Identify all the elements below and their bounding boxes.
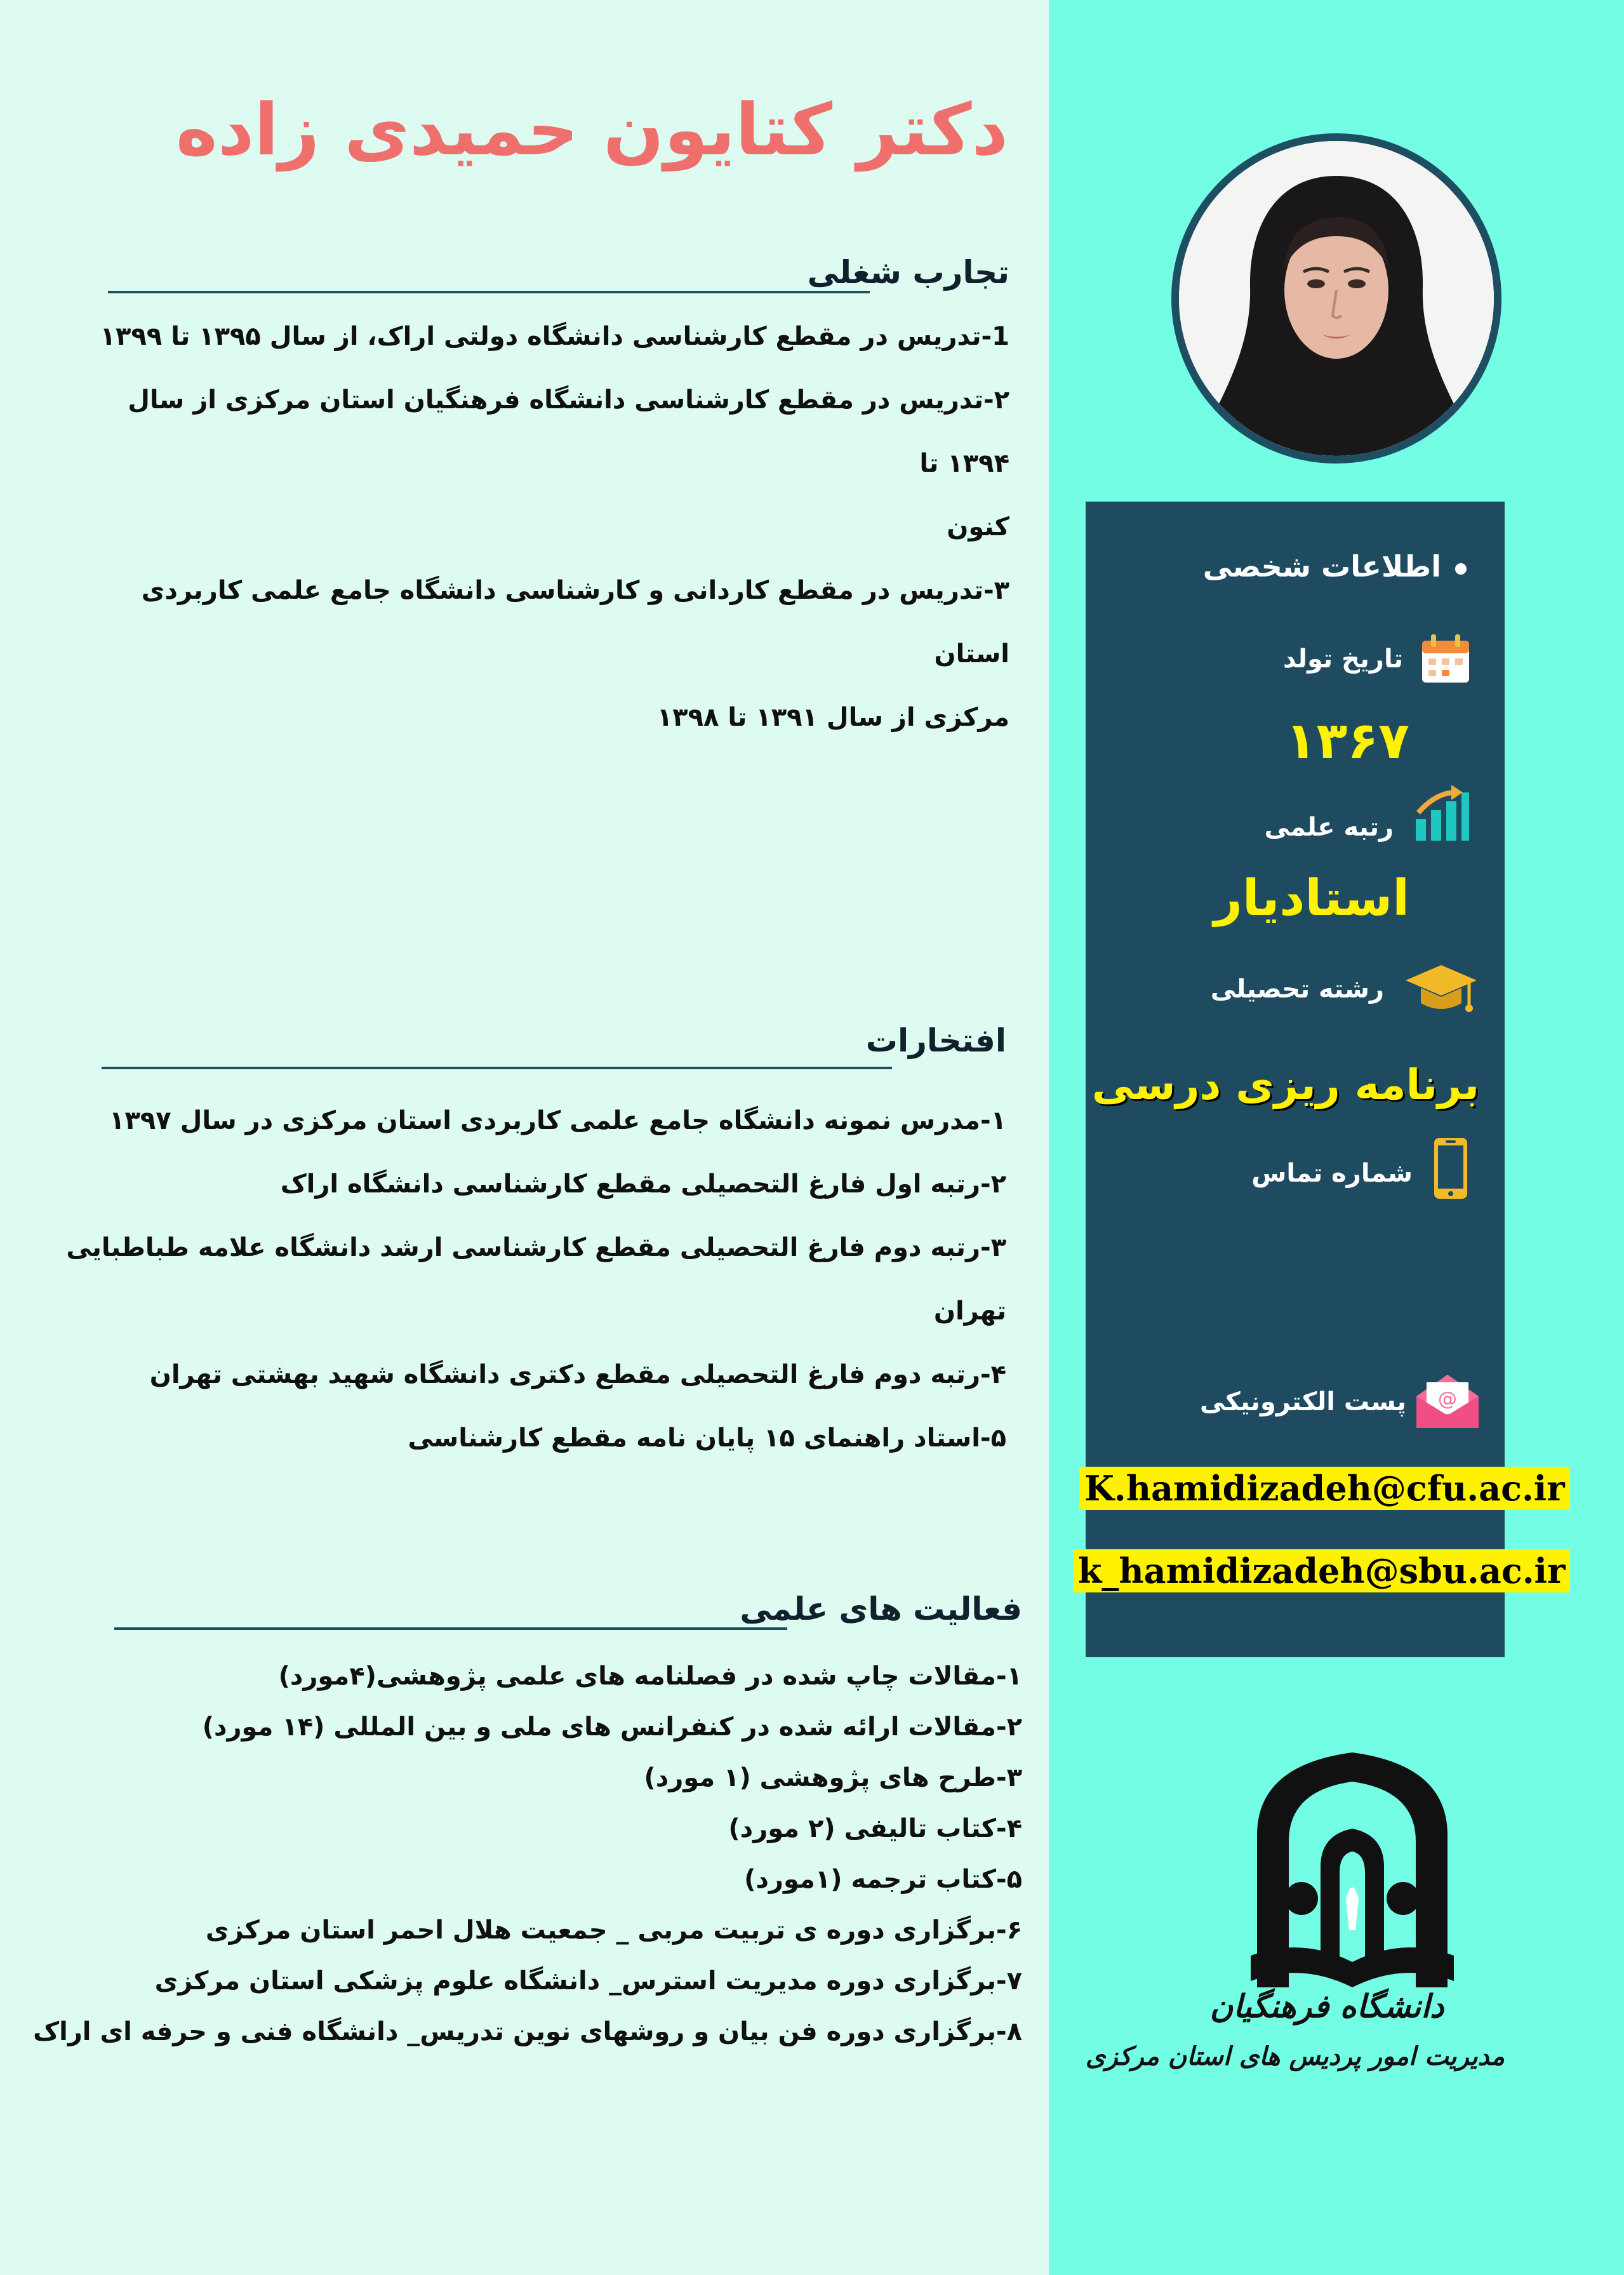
calendar-icon bbox=[1418, 632, 1473, 686]
honors-header bbox=[51, 1022, 1006, 1089]
honors-section bbox=[51, 1022, 1006, 1470]
field-label: رشته تحصیلی bbox=[1210, 975, 1384, 1004]
honors-title: افتخارات bbox=[865, 1022, 1006, 1059]
experience-divider bbox=[108, 291, 870, 293]
birth-value: ۱۳۶۷ bbox=[1285, 711, 1409, 770]
list-item: ۷-برگزاری دوره مدیریت استرس_ دانشگاه علوم پزشکی استان مرکزی bbox=[154, 1966, 1022, 1996]
logo-line-2: مدیریت امور پردیس های استان مرکزی bbox=[1085, 2041, 1505, 2071]
list-item: ۳-رتبه دوم فارغ التحصیلی مقطع کارشناسی ارشد دانشگاه علامه طباطبایی تهران bbox=[66, 1233, 1006, 1326]
page-title: دکتر کتایون حمیدی زاده bbox=[175, 89, 1008, 171]
experience-header bbox=[70, 254, 1009, 305]
university-emblem-icon bbox=[1175, 1740, 1530, 2006]
list-item: ۸-برگزاری دوره فن بیان و روشهای نوین تدریس_ دانشگاه فنی و حرفه ای اراک bbox=[33, 2017, 1022, 2046]
profile-photo bbox=[1171, 133, 1501, 464]
rank-value: استادیار bbox=[1213, 870, 1409, 927]
growth-chart-icon bbox=[1409, 781, 1473, 844]
list-item: 1-تدریس در مقطع کارشناسی دانشگاه دولتی اراک، از سال ۱۳۹۵ تا ۱۳۹۹ bbox=[100, 322, 1009, 351]
list-item: ۲-رتبه اول فارغ التحصیلی مقطع کارشناسی دانشگاه اراک bbox=[280, 1170, 1006, 1199]
experience-title: تجارب شغلی bbox=[807, 254, 1009, 291]
experience-section bbox=[70, 254, 1009, 749]
phone-label: شماره تماس bbox=[1251, 1159, 1413, 1188]
activities-divider bbox=[114, 1627, 787, 1630]
list-item: ۶-برگزاری دوره ی تربیت مربی _ جمعیت هلال احمر استان مرکزی bbox=[205, 1916, 1022, 1945]
personal-info-title: اطلاعات شخصی bbox=[1202, 549, 1441, 584]
list-item: ۵-استاد راهنمای ۱۵ پایان نامه مقطع کارشناسی bbox=[408, 1424, 1006, 1453]
list-item: ۲-مقالات ارائه شده در کنفرانس های ملی و بین المللی (۱۴ مورد) bbox=[202, 1712, 1022, 1742]
list-item: ۳-تدریس در مقطع کاردانی و کارشناسی دانشگاه جامع علمی کاربردی استان bbox=[141, 576, 1009, 669]
activities-title: فعالیت های علمی bbox=[740, 1591, 1022, 1627]
email-icon bbox=[1413, 1368, 1482, 1432]
graduation-cap-icon bbox=[1403, 959, 1479, 1016]
list-item: ۳-طرح های پژوهشی (۱ مورد) bbox=[644, 1763, 1022, 1792]
activities-section bbox=[32, 1591, 1022, 2057]
bullet-icon bbox=[1455, 563, 1467, 575]
email-label: پست الکترونیکی bbox=[1199, 1387, 1406, 1417]
list-item: ۱-مدرس نمونه دانشگاه جامع علمی کاربردی استان مرکزی در سال ۱۳۹۷ bbox=[109, 1106, 1006, 1135]
list-item: ۱-مقالات چاپ شده در فصلنامه های علمی پژوهشی(۴مورد) bbox=[278, 1662, 1022, 1691]
svg-text:@: @ bbox=[1438, 1388, 1457, 1410]
portrait-illustration bbox=[1179, 141, 1494, 456]
list-item: ۴-رتبه دوم فارغ التحصیلی مقطع دکتری دانشگاه شهید بهشتی تهران bbox=[149, 1360, 1006, 1389]
honors-divider bbox=[102, 1067, 892, 1069]
list-item: ۴-کتاب تالیفی (۲ مورد) bbox=[728, 1814, 1022, 1843]
logo-line-1: دانشگاه فرهنگیان bbox=[1209, 1987, 1444, 2025]
list-item: کنون bbox=[947, 512, 1009, 542]
activities-header bbox=[32, 1591, 1022, 1651]
personal-info-heading bbox=[1203, 549, 1467, 584]
rank-label: رتبه علمی bbox=[1264, 813, 1394, 842]
list-item: ۲-تدریس در مقطع کارشناسی دانشگاه فرهنگیان استان مرکزی از سال ۱۳۹۴ تا bbox=[128, 385, 1009, 478]
birth-label: تاریخ تولد bbox=[1282, 644, 1403, 674]
list-item: ۵-کتاب ترجمه (۱مورد) bbox=[744, 1865, 1022, 1894]
email-address-2[interactable]: k_hamidizadeh@sbu.ac.ir bbox=[1073, 1549, 1570, 1592]
field-value: برنامه ریزی درسی bbox=[1091, 1060, 1479, 1109]
list-item: مرکزی از سال ۱۳۹۱ تا ۱۳۹۸ bbox=[656, 703, 1009, 732]
email-address-1[interactable]: K.hamidizadeh@cfu.ac.ir bbox=[1079, 1467, 1570, 1510]
mobile-phone-icon bbox=[1432, 1137, 1470, 1200]
